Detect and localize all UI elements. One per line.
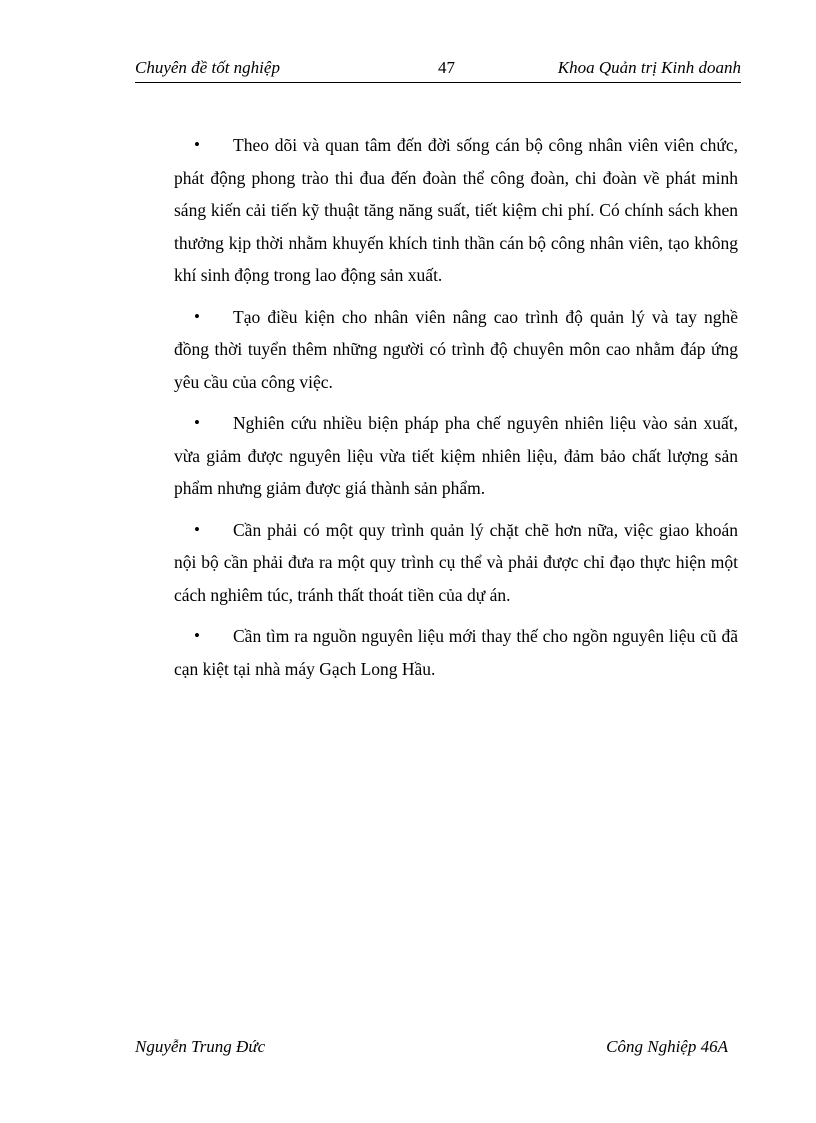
bullet-item [174, 301, 738, 399]
bullet-icon: • [194, 135, 200, 154]
bullet-item [174, 514, 738, 612]
bullet-text: Theo dõi và quan tâm đến đời sống cán bộ công nhân viên viên chức, phát động phong trào thi đua đến đoàn thể công đoàn, chi đoàn về phát minh sáng kiến cải tiến kỹ thuật tăng năng suất, tiết kiệm chi phí. Có chính sách khen thưởng kịp thời nhằm khuyến khích tinh thần cán bộ công nhân viên, tạo không khí sinh động trong lao động sản xuất. [174, 135, 738, 285]
page-number: 47 [438, 58, 455, 77]
bullet-text: Tạo điều kiện cho nhân viên nâng cao trình độ quản lý và tay nghề đồng thời tuyển thêm những người có trình độ chuyên môn cao nhằm đáp ứng yêu cầu của công việc. [174, 306, 738, 392]
page-header [135, 58, 741, 83]
bullet-icon: • [194, 306, 200, 326]
footer-class: Công Nghiệp 46A [606, 1037, 728, 1056]
body-content [174, 129, 738, 694]
bullet-text: Cần tìm ra nguồn nguyên liệu mới thay thế cho ngồn nguyên liệu cũ đã cạn kiệt tại nhà máy Gạch Long Hầu. [174, 626, 738, 679]
header-department: Khoa Quản trị Kinh doanh [557, 58, 741, 77]
bullet-icon: • [194, 413, 200, 432]
header-document-title: Chuyên đề tốt nghiệp [135, 58, 280, 77]
page-footer [135, 1037, 728, 1061]
bullet-text: Nghiên cứu nhiều biện pháp pha chế nguyên nhiên liệu vào sản xuất, vừa giảm được nguyên liệu vừa tiết kiệm nhiên liệu, đảm bảo chất lượng sản phẩm nhưng giảm được giá thành sản phẩm. [174, 413, 738, 498]
bullet-icon: • [194, 519, 200, 539]
bullet-item [174, 129, 738, 292]
bullet-item [174, 407, 738, 505]
footer-author: Nguyễn Trung Đức [135, 1037, 266, 1056]
bullet-icon: • [194, 626, 200, 645]
bullet-text: Cần phải có một quy trình quản lý chặt chẽ hơn nữa, việc giao khoán nội bộ cần phải đưa ra một quy trình cụ thể và phải được chỉ đạo thực hiện một cách nghiêm túc, tránh thất thoát tiền của dự án. [174, 519, 738, 605]
bullet-item [174, 620, 738, 685]
